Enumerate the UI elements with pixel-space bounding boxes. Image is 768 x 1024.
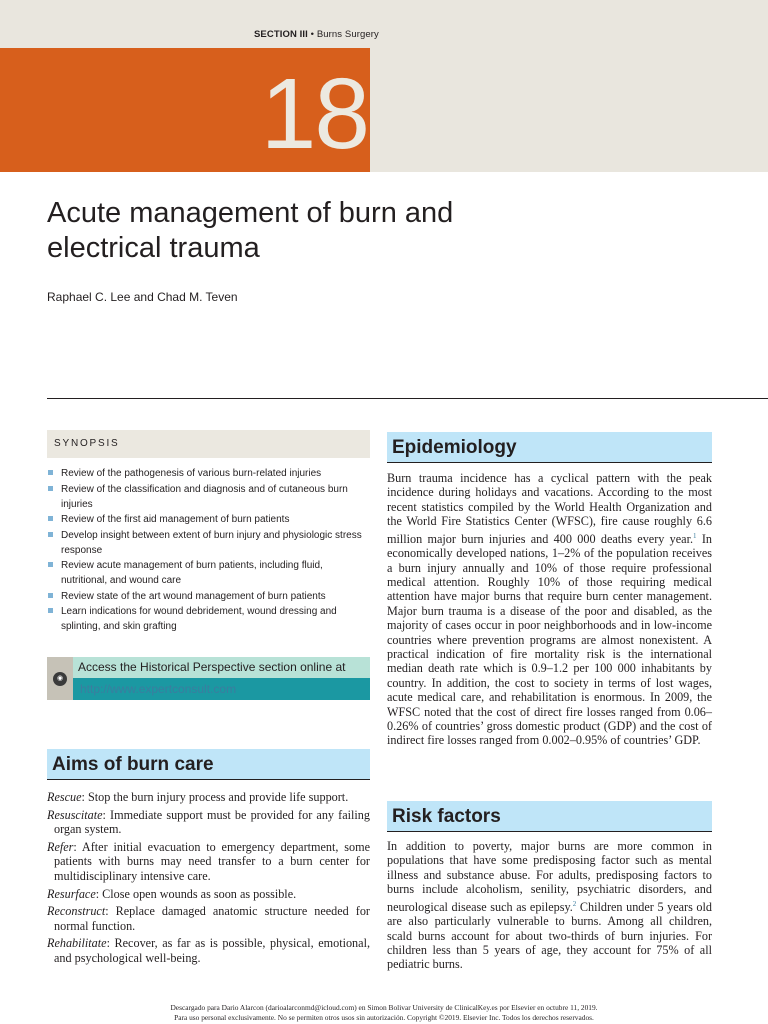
aims-term: Resuscitate [47,807,103,822]
aims-text: : Stop the burn injury process and provide life support. [81,790,349,804]
aims-text: : Immediate support must be provided for any failing organ system. [54,807,370,837]
subsection-label: Burns Surgery [316,29,379,40]
epidemiology-paragraph [387,471,712,748]
epidemiology-heading: Epidemiology [387,432,712,463]
reference-marker[interactable]: 1 [693,531,697,540]
divider-rule [47,398,768,399]
synopsis-list [47,466,370,634]
header-bullet: • [310,29,315,40]
chapter-number: 18 [260,58,368,170]
synopsis-item: Review acute management of burn patients, including fluid, nutritional, and wound care [61,558,370,588]
authors: Raphael C. Lee and Chad M. Teven [47,290,238,304]
synopsis-item: Review of the classification and diagnosis and of cutaneous burn injuries [61,482,370,512]
aims-item [47,840,370,884]
risk-text: Children under 5 years old are also particularly vulnerable to burns. Among all children, scald burns account for about two-thirds of burn injuries. For children less than 5 years of age, they account for 75% of all pediatric burns. [387,899,712,972]
aims-term: Resurface [47,886,96,901]
aims-item [47,790,370,805]
synopsis-item: Review of the pathogenesis of various burn-related injuries [61,466,370,481]
online-access-text: Access the Historical Perspective section online at [73,657,370,678]
aims-text: : Recover, as far as is possible, physical, emotional, and psychological well-being. [54,936,370,965]
aims-heading: Aims of burn care [47,749,370,780]
synopsis-box [47,430,370,635]
chapter-title: Acute management of burn and electrical trauma [47,197,454,264]
aims-item [47,808,370,837]
aims-text: : Replace damaged anatomic structure needed for normal function. [54,904,370,933]
footer-line: Descargado para Dario Alarcon (darioalarconmd@icloud.com) en Simon Bolivar University de ClinicalKey.es por Elsevier en octubre 11, 2019. [170,1003,598,1012]
synopsis-heading: SYNOPSIS [47,430,370,458]
chapter-block [0,48,370,172]
synopsis-item: Develop insight between extent of burn injury and physiologic stress response [61,528,370,558]
aims-text: : Close open wounds as soon as possible. [95,886,297,901]
aims-text: : After initial evacuation to emergency department, some patients with burns may need transfer to a burn center for multidisciplinary intensive care. [54,839,370,883]
synopsis-item: Review state of the art wound management of burn patients [61,589,370,604]
reference-marker[interactable]: 2 [572,899,577,908]
aims-term: Rehabilitate [47,936,107,951]
section-label: SECTION III [254,29,308,40]
risk-factors-heading: Risk factors [387,801,712,832]
aims-term: Rescue [47,790,82,804]
aims-item [47,887,370,902]
download-footer [0,1003,768,1022]
epidemiology-text: In economically developed nations, 1–2% of the population receives a burn injury annually and 10% of those require professional medical attention. Roughly 10% of those requiring medical attention have major burns that require burn center management. Major burn trauma is a disease of the poor and disabled, as the majority of cases occur in poor neighborhoods and in low-income countries where prevention programs are almost nonexistent. A practical indication of fire mortality risk is the international median death rate which is 0.9–1.2 per 100 000 inhabitants by country. In addition, the cost to society in terms of lost wages, acute medical care, and rehabilitation is enormous. In 2009, the WFSC noted that the cost of direct fire losses ranged from 0.06–0.26% of countries’ gross domestic product (GDP) and the cost of indirect fire losses ranged from 0.002–0.95% of countries’ GDP. [387,531,712,748]
aims-term: Reconstruct [47,904,106,919]
risk-factors-paragraph [387,839,712,972]
aims-item [47,936,370,965]
online-icon-panel [47,657,73,700]
running-header [254,29,379,40]
expertconsult-link[interactable]: http://www.expertconsult.com [73,678,370,700]
aims-list [47,790,370,969]
disc-icon: ◉ [53,672,67,686]
synopsis-item: Review of the first aid management of burn patients [61,512,370,527]
epidemiology-text: Burn trauma incidence has a cyclical pattern with the peak incidence during holidays and vacations. According to the most recent statistics compiled by the World Health Organization and the World Fire Statistics Center (WFSC), fire cause roughly 6.6 million major burn injuries and 400 000 deaths every year. [387,471,712,546]
aims-term: Refer [47,839,74,854]
risk-text: In addition to poverty, major burns are more common in populations that have some predisposing factor such as mental illness and substance abuse. For adults, predisposing factors to burns include alcoholism, senility, psychiatric disorders, and neurological disease such as epilepsy. [387,839,712,914]
online-access-box [47,657,370,700]
aims-item [47,904,370,933]
synopsis-item: Learn indications for wound debridement, wound dressing and splinting, and skin grafting [61,604,370,634]
footer-line: Para uso personal exclusivamente. No se permiten otros usos sin autorización. Copyright ©2019. Elsevier Inc. Todos los derechos reservados. [174,1012,594,1022]
